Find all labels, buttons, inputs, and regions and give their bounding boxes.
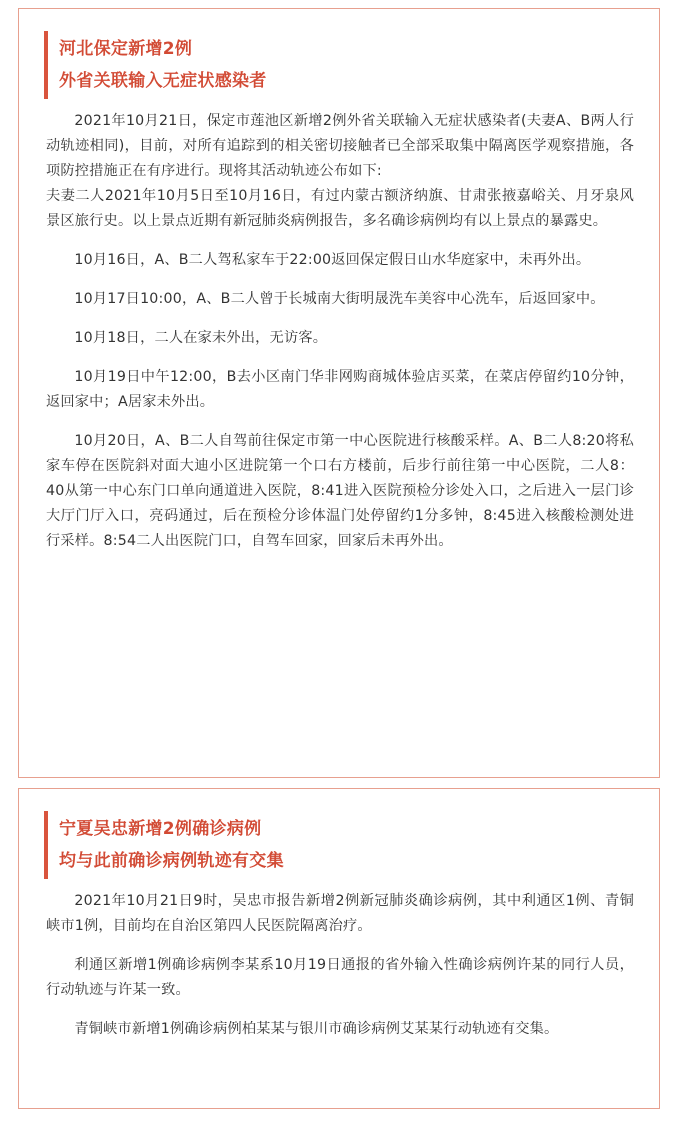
section-title-line2: 外省关联输入无症状感染者 (59, 71, 267, 91)
section-heading (44, 31, 659, 99)
section-body (19, 99, 659, 554)
section-title-line2: 均与此前确诊病例轨迹有交集 (59, 851, 284, 871)
paragraph: 2021年10月21日，保定市莲池区新增2例外省关联输入无症状感染者(夫妻A、B两人行动轨迹相同)，目前，对所有追踪到的相关密切接触者已全部采取集中隔离医学观察措施，各项防控措施正在有序进行。现将其活动轨迹公布如下: (46, 113, 634, 179)
paragraph: 10月20日，A、B二人自驾前往保定市第一中心医院进行核酸采样。A、B二人8:20将私家车停在医院斜对面大迪小区进院第一个口右方楼前，后步行前往第一中心医院，二人8：40从第一中心东门口单向通道进入医院，8:41进入医院预检分诊处入口，之后进入一层门诊大厅门厅入口，亮码通过，后在预检分诊体温门处停留约1分多钟，8:45进入核酸检测处进行采样。8:54二人出医院门口，自驾车回家，回家后未再外出。 (46, 433, 634, 549)
paragraph: 10月16日，A、B二人驾私家车于22:00返回保定假日山水华庭家中，未再外出。 (74, 252, 591, 268)
paragraph: 夫妻二人2021年10月5日至10月16日，有过内蒙古额济纳旗、甘肃张掖嘉峪关、月牙泉风景区旅行史。以上景点近期有新冠肺炎病例报告，多名确诊病例均有以上景点的暴露史。 (46, 188, 634, 229)
paragraph: 2021年10月21日9时，吴忠市报告新增2例新冠肺炎确诊病例，其中利通区1例、青铜峡市1例，目前均在自治区第四人民医院隔离治疗。 (46, 893, 634, 934)
section-title-line1: 河北保定新增2例 (59, 39, 193, 59)
paragraph: 10月19日中午12:00，B去小区南门华非网购商城体验店买菜，在菜店停留约10分钟，返回家中；A居家未外出。 (46, 369, 634, 410)
section-body (19, 879, 659, 1042)
paragraph: 10月17日10:00，A、B二人曾于长城南大街明晟洗车美容中心洗车，后返回家中。 (74, 291, 605, 307)
paragraph: 利通区新增1例确诊病例李某系10月19日通报的省外输入性确诊病例许某的同行人员，行动轨迹与许某一致。 (46, 957, 634, 998)
article-card-hebei (18, 8, 660, 778)
paragraph: 青铜峡市新增1例确诊病例柏某某与银川市确诊病例艾某某行动轨迹有交集。 (74, 1021, 559, 1037)
section-heading (44, 811, 659, 879)
section-title-line1: 宁夏吴忠新增2例确诊病例 (59, 819, 262, 839)
paragraph: 10月18日，二人在家未外出，无访客。 (74, 330, 328, 346)
article-card-ningxia (18, 788, 660, 1109)
